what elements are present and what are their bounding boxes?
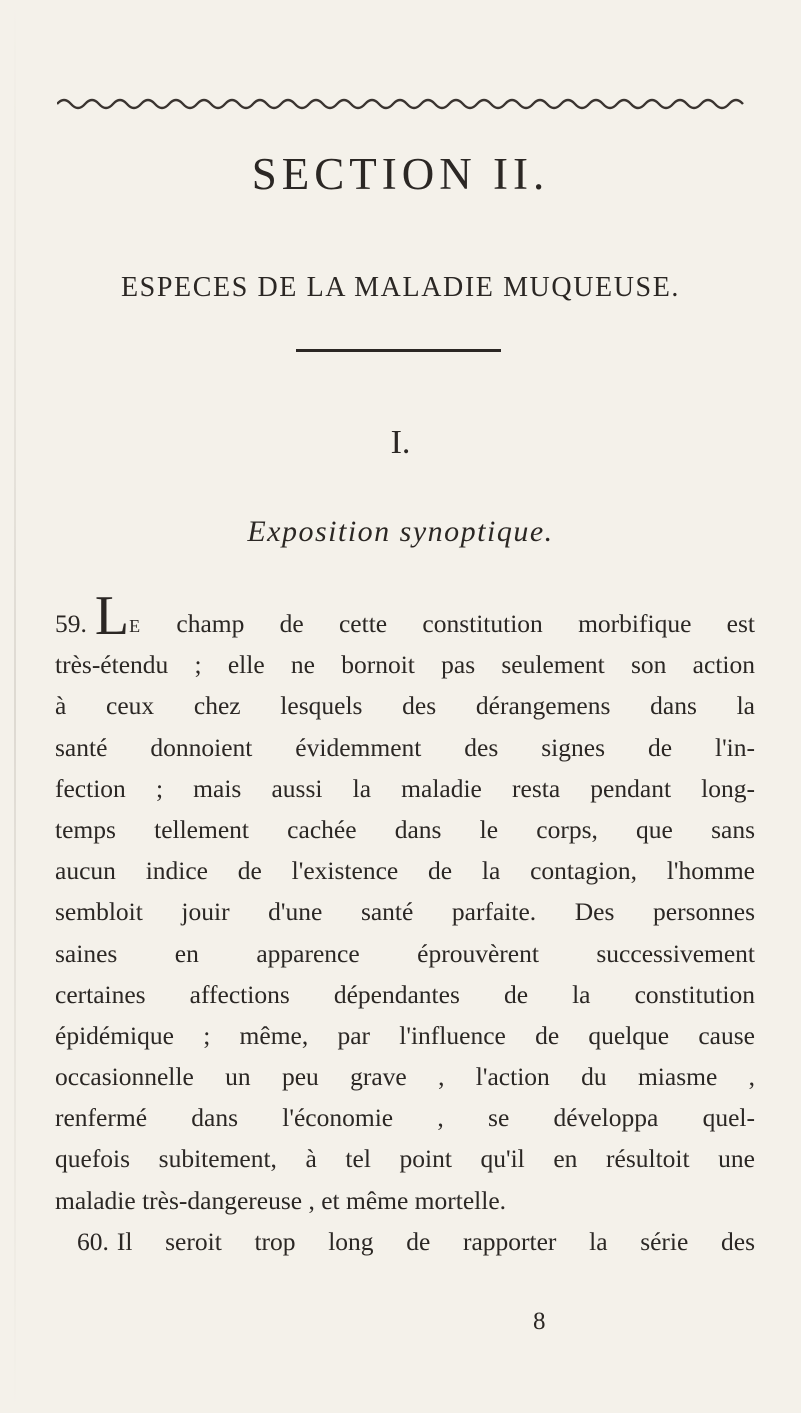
body-text: [55, 585, 755, 1262]
section-title: SECTION II.: [251, 149, 550, 199]
paragraph-number: 59.: [55, 609, 87, 638]
paragraph-line: quefois subitement, à tel point qu'il en résultoit une: [55, 1144, 755, 1174]
page-edge-shadow: [14, 0, 16, 1413]
paragraph-line: saines en apparence éprouvèrent successivement: [55, 938, 755, 968]
paragraph-line: [55, 1221, 755, 1262]
line-text: Il seroit trop long de rapporter la série des: [116, 1226, 755, 1256]
paragraph-line: maladie très-dangereuse , et même mortelle.: [55, 1185, 507, 1215]
paragraph-line: fection ; mais aussi la maladie resta pendant long-: [55, 773, 755, 803]
decorative-wavy-rule: [57, 92, 747, 116]
small-cap: E: [129, 616, 142, 636]
drop-cap: L: [94, 585, 130, 647]
paragraph-line: certaines affections dépendantes de la constitution: [55, 979, 755, 1009]
paragraph-line: temps tellement cachée dans le corps, que sans: [55, 814, 755, 844]
signature-mark: 8: [533, 1308, 546, 1335]
chapter-number: I.: [390, 424, 411, 461]
line-text: champ de cette constitution morbifique est: [176, 609, 755, 638]
paragraph-line: renfermé dans l'économie , se développa quel-: [55, 1103, 755, 1133]
paragraph-line: aucun indice de l'existence de la contagion, l'homme: [55, 856, 755, 886]
paragraph-number: 60.: [77, 1226, 109, 1256]
paragraph-line: très-étendu ; elle ne bornoit pas seulement son action: [55, 650, 755, 680]
paragraph-line: épidémique ; même, par l'influence de quelque cause: [55, 1020, 755, 1050]
horizontal-rule: [296, 349, 501, 352]
section-subtitle: ESPECES DE LA MALADIE MUQUEUSE.: [120, 272, 681, 303]
paragraph-line: à ceux chez lesquels des dérangemens dans la: [55, 691, 755, 721]
paragraph-line: santé donnoient évidemment des signes de l'in-: [55, 732, 755, 762]
paragraph-line: occasionnelle un peu grave , l'action du miasme ,: [55, 1062, 755, 1092]
paragraph-line: [55, 585, 755, 647]
chapter-heading: Exposition synoptique.: [247, 515, 554, 548]
paragraph-line: sembloit jouir d'une santé parfaite. Des personnes: [55, 897, 755, 927]
